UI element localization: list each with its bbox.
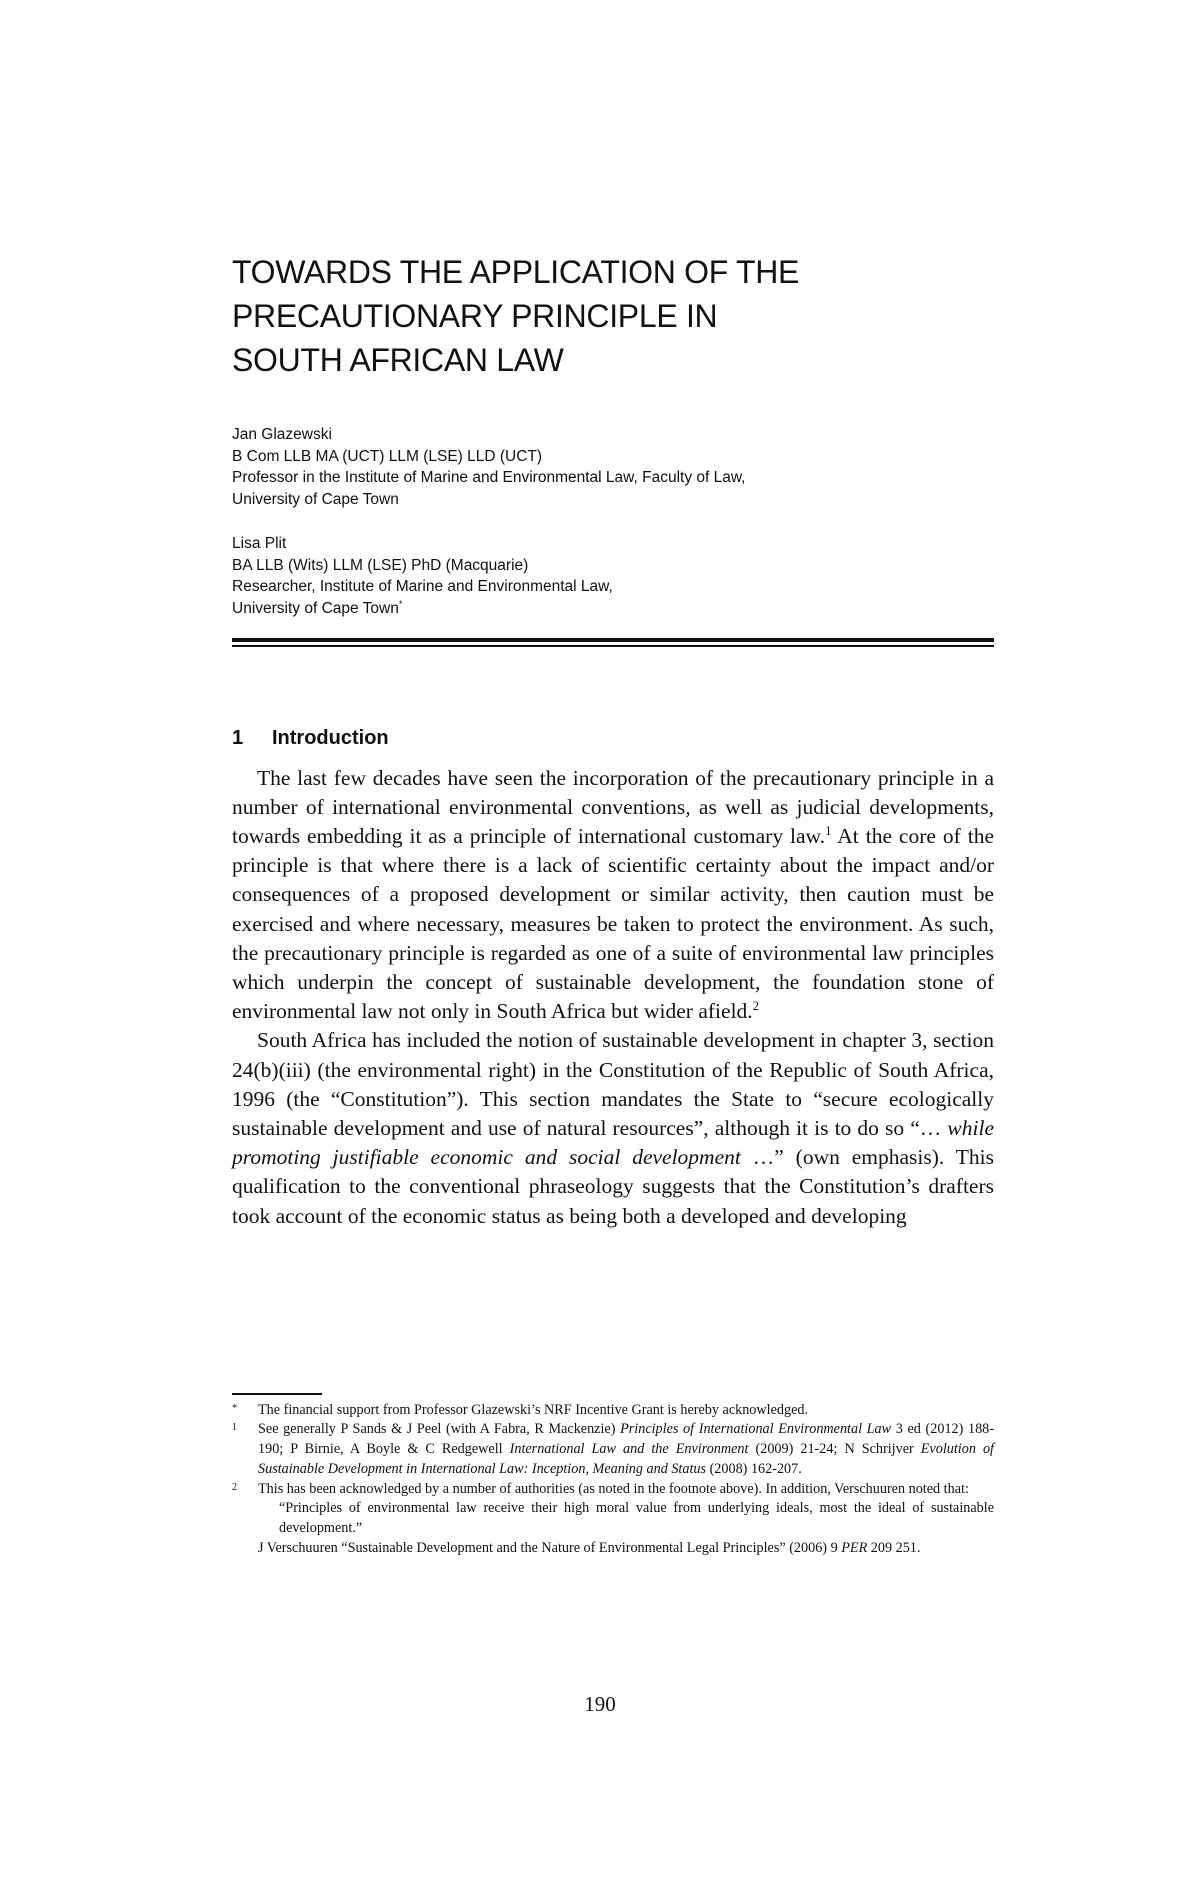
- title-line: TOWARDS THE APPLICATION OF THE: [232, 254, 800, 290]
- section-heading: [232, 727, 994, 750]
- author-name: Lisa Plit: [232, 535, 287, 552]
- footnote-text: J Verschuuren “Sustainable Development and the Nature of Environmental Legal Principles” (2006) 9: [258, 1540, 842, 1557]
- footnote-text: (2008) 162-207.: [706, 1460, 802, 1477]
- footnote-mark: *: [232, 1402, 237, 1414]
- author-position: Researcher, Institute of Marine and Environmental Law,: [232, 578, 613, 595]
- title-line: PRECAUTIONARY PRINCIPLE IN: [232, 298, 718, 334]
- footnote-star-marker: *: [398, 598, 403, 609]
- emphasized-text: while promoting justifiable economic and social development: [232, 1115, 994, 1170]
- author-affiliation-line: [232, 598, 994, 620]
- footnote-star: [232, 1401, 994, 1421]
- paragraph: [232, 764, 994, 1027]
- author-block: [232, 533, 994, 619]
- divider-thick: [232, 638, 994, 642]
- footnote-title: Principles of International Environmental Law: [620, 1421, 892, 1438]
- author-affiliation: University of Cape Town: [232, 490, 399, 508]
- footnote-ref-2[interactable]: 2: [752, 998, 760, 1013]
- author-affiliation: University of Cape Town: [232, 599, 399, 617]
- author-degrees: B Com LLB MA (UCT) LLM (LSE) LLD (UCT): [232, 447, 543, 465]
- divider-thin: [232, 645, 994, 647]
- title-divider: [232, 638, 994, 647]
- footnote-text: (2009) 21-24; N Schrijver: [748, 1441, 921, 1458]
- article-title: [232, 250, 994, 382]
- footnote-quote: “Principles of environmental law receive their high moral value from underlying ideals, most the ideal of sustainable development.”: [279, 1500, 994, 1537]
- footnote-text: This has been acknowledged by a number of authorities (as noted in the footnote above). In addition, Verschuuren noted that:: [258, 1480, 969, 1497]
- paragraph-text: …” (own emphasis). This qualification to the conventional phraseology suggests that the Constitution’s drafters took account of the economic status as being both a developed and developing: [232, 1145, 994, 1228]
- footnote-text: 3 ed (2012) 188-190; P Birnie, A Boyle & C Redgewell: [258, 1421, 994, 1458]
- author-block: [232, 424, 994, 510]
- footnote-ref-1[interactable]: 1: [825, 823, 832, 838]
- footnote-1: [232, 1420, 994, 1479]
- footnote-divider: [232, 1393, 322, 1395]
- footnote-title: Evolution of Sustainable Development in International Law: Inception, Meaning and Status: [258, 1441, 994, 1477]
- paragraph-text: The last few decades have seen the incorporation of the precautionary principle in a number of international environmental conventions, as well as judicial developments, towards embedding it as a principle of international customary law.: [232, 765, 994, 848]
- footnote-mark: 2: [232, 1481, 237, 1493]
- footnote-title: International Law and the Environment: [509, 1441, 749, 1458]
- section-number: 1: [232, 726, 244, 749]
- body-text: [232, 764, 994, 1231]
- section-title: Introduction: [272, 726, 389, 749]
- footnote-mark: 1: [232, 1422, 237, 1434]
- author-degrees: BA LLB (Wits) LLM (LSE) PhD (Macquarie): [232, 556, 529, 574]
- footnote-2: [232, 1480, 994, 1500]
- footnote-text: 209 251.: [867, 1540, 921, 1557]
- author-list: [232, 424, 994, 619]
- journal-abbreviation: PER: [841, 1540, 868, 1557]
- paragraph-text: South Africa has included the notion of sustainable development in chapter 3, section 24(b)(iii) (the environmental right) in the Constitution of the Republic of South Africa, 1996 (the “Constitution”). This section mandates the State to “secure ecologically sustainable development and use of natural resources”, although it is to do so “…: [232, 1028, 994, 1140]
- author-position: Professor in the Institute of Marine and Environmental Law, Faculty of Law,: [232, 469, 746, 486]
- page-number: 190: [584, 1692, 616, 1716]
- footnotes: [232, 1393, 994, 1559]
- author-name: Jan Glazewski: [232, 426, 332, 443]
- footnote-text: See generally P Sands & J Peel (with A Fabra, R Mackenzie): [258, 1421, 621, 1438]
- title-line: SOUTH AFRICAN LAW: [232, 342, 564, 378]
- footnote-text: The financial support from Professor Glazewski’s NRF Incentive Grant is hereby acknowledged.: [258, 1401, 809, 1418]
- paragraph: [232, 1026, 994, 1230]
- footnote-citation: [232, 1539, 994, 1559]
- article-page: [232, 250, 994, 1231]
- paragraph-text: At the core of the principle is that where there is a lack of scientific certainty about the impact and/or consequences of a proposed development or similar activity, then caution must be exercised and where necessary, measures be taken to protect the environment. As such, the precautionary principle is regarded as one of a suite of environmental law principles which underpin the concept of sustainable development, the foundation stone of environmental law not only in South Africa but wider afield.: [232, 823, 994, 1024]
